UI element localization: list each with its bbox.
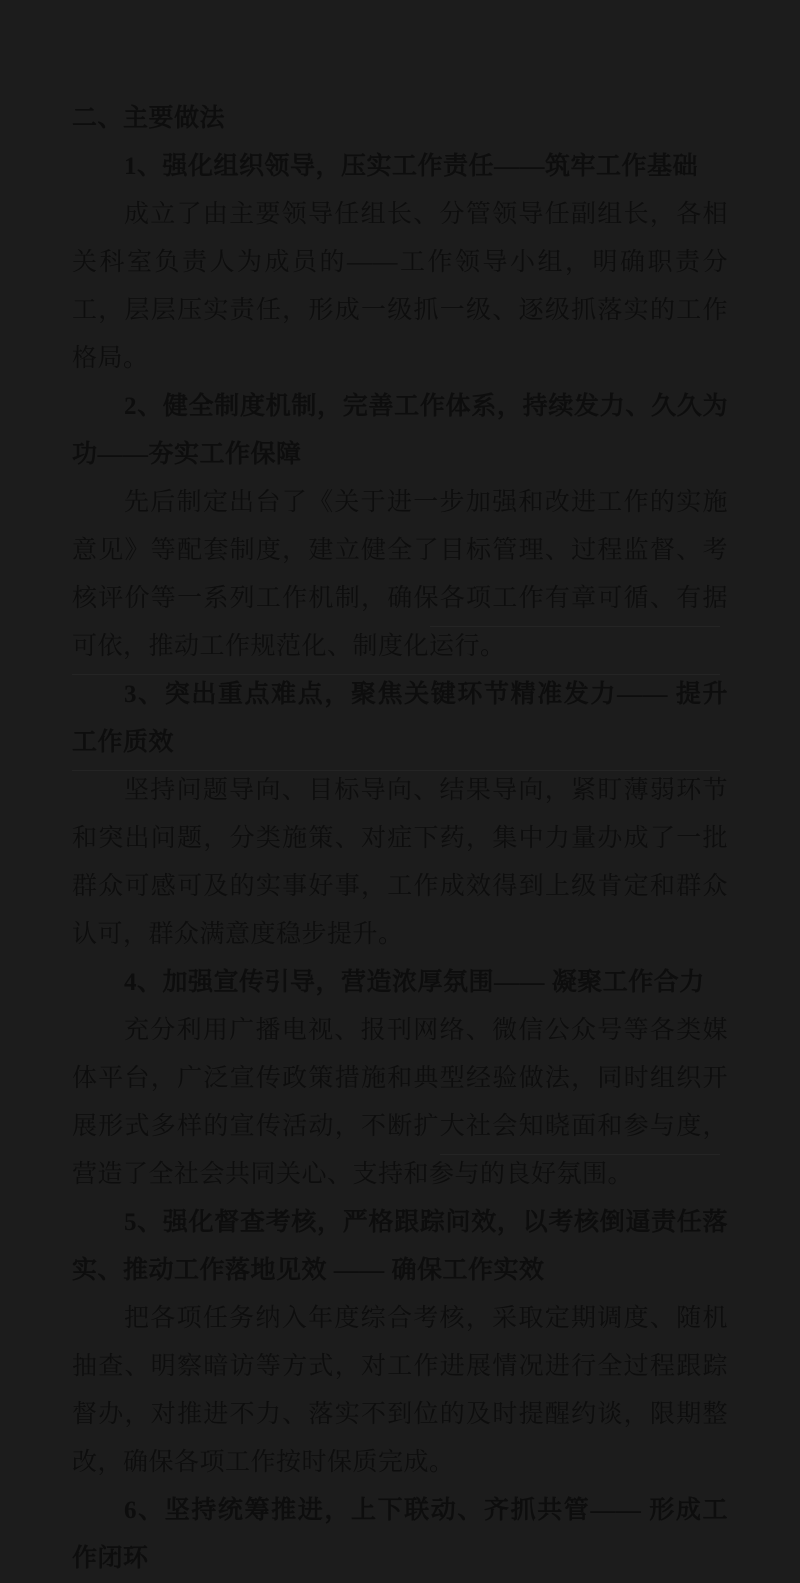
item-4-heading: 4、加强宣传引导，营造浓厚氛围—— 凝聚工作合力: [124, 969, 705, 996]
item-3-heading: 3、突出重点难点，聚焦关键环节精准发力—— 提升工作质效: [72, 681, 728, 756]
section-heading: 二、主要做法: [72, 105, 226, 132]
page-rule-artifact-4: [440, 1154, 720, 1155]
item-5-heading: 5、强化督查考核，严格跟踪问效，以考核倒逼责任落实、推动工作落地见效 —— 确保工作实效: [72, 1209, 728, 1284]
item-6-heading: 6、坚持统筹推进，上下联动、齐抓共管—— 形成工作闭环: [72, 1497, 728, 1572]
item-2-heading: 2、健全制度机制，完善工作体系，持续发力、久久为功——夯实工作保障: [72, 393, 728, 468]
item-3-body: 坚持问题导向、目标导向、结果导向，紧盯薄弱环节和突出问题，分类施策、对症下药，集中力量办成了一批群众可感可及的实事好事，工作成效得到上级肯定和群众认可，群众满意度稳步提升。: [72, 777, 728, 948]
page-rule-artifact-2: [72, 674, 720, 675]
document-text-column: [72, 95, 728, 1583]
item-1-body: 成立了由主要领导任组长、分管领导任副组长，各相关科室负责人为成员的——工作领导小组，明确职责分工，层层压实责任，形成一级抓一级、逐级抓落实的工作格局。: [72, 201, 728, 372]
item-4-body: 充分利用广播电视、报刊网络、微信公众号等各类媒体平台，广泛宣传政策措施和典型经验做法，同时组织开展形式多样的宣传活动，不断扩大社会知晓面和参与度，营造了全社会共同关心、支持和参与的良好氛围。: [72, 1017, 728, 1188]
item-5-body: 把各项任务纳入年度综合考核，采取定期调度、随机抽查、明察暗访等方式，对工作进展情况进行全过程跟踪督办，对推进不力、落实不到位的及时提醒约谈，限期整改，确保各项工作按时保质完成。: [72, 1305, 728, 1476]
page-rule-artifact-1: [430, 626, 720, 627]
item-1-heading: 1、强化组织领导，压实工作责任——筑牢工作基础: [124, 153, 699, 180]
item-2-body: 先后制定出台了《关于进一步加强和改进工作的实施意见》等配套制度，建立健全了目标管理、过程监督、考核评价等一系列工作机制，确保各项工作有章可循、有据可依，推动工作规范化、制度化运行。: [72, 489, 728, 660]
page-rule-artifact-3: [72, 770, 720, 771]
